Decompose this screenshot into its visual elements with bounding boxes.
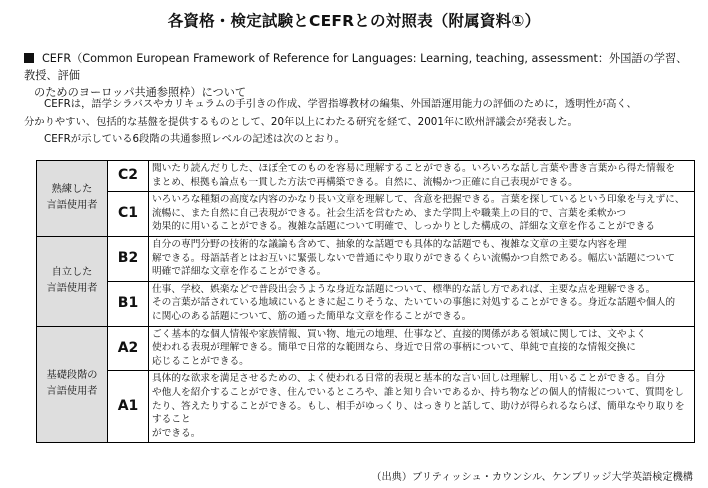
group-label-line: 自立した xyxy=(51,267,93,279)
table-row xyxy=(37,192,695,237)
description-line: 聞いたり読んだりした、ほぼ全てのものを容易に理解することができる。いろいろな話し言葉や書き言葉から得た情報を xyxy=(152,163,676,174)
group-label-cell xyxy=(37,161,108,237)
description-line: 仕事、学校、娯楽などで普段出会うような身近な話題について、標準的な話し方であれば、主要な点を理解できる。 xyxy=(152,283,656,295)
group-label-line: 言語使用者 xyxy=(46,283,98,295)
page-title: 各資格・検定試験とCEFRとの対照表（附属資料①） xyxy=(167,12,541,30)
description-line: 明確で詳細な文章を作ることができる。 xyxy=(152,266,327,278)
table-row xyxy=(37,371,695,443)
group-label-line: 基礎段階の xyxy=(46,370,98,382)
intro-p1-line1: CEFRは，語学シラバスやカリキュラムの手引きの作成、学習指導教材の編集、外国語運用能力の評価のために，透明性が高く、 xyxy=(44,98,637,110)
description-line: 効果的に用いることができる。複雑な話題について明確で、しっかりとした構成の、詳細な文章を作ることができる xyxy=(152,221,655,233)
section-heading xyxy=(24,50,694,101)
intro-p2: CEFRが示している6段階の共通参照レベルの記述は次のとおり。 xyxy=(44,133,346,145)
description-line: 流暢に、また自然に自己表現ができる。社会生活を営むため、また学問上や職業上の目的で、言葉を柔軟かつ xyxy=(152,207,627,219)
table-row xyxy=(37,236,695,281)
description-line: 解できる。母語話者とはお互いに緊張しないで普通にやり取りができるくらい流暢かつ自然である。幅広い話題について xyxy=(152,252,675,264)
intro-p1-line2: 分かりやすい、包括的な基盤を提供するものとして、20年以上にわたる研究を経て、2001年に欧州評議会が発表した。 xyxy=(24,115,578,128)
group-label-line: 言語使用者 xyxy=(46,386,98,398)
group-label-cell xyxy=(37,236,108,326)
table-row xyxy=(37,326,695,371)
group-label-line: 言語使用者 xyxy=(46,200,98,212)
intro-text xyxy=(24,96,696,149)
level-code-cell: C1 xyxy=(108,192,149,237)
description-line: 自分の専門分野の技術的な議論も含めて、抽象的な話題でも具体的な話題でも、複雑な文章の主要な内容を理 xyxy=(152,238,627,250)
group-label-line: 熟練した xyxy=(51,184,93,196)
level-code-cell: A1 xyxy=(108,371,149,443)
description-line: に関心のある話題について、筋の通った簡単な文章を作ることができる。 xyxy=(152,310,472,322)
level-code-cell: B2 xyxy=(108,236,149,281)
level-code-cell: A2 xyxy=(108,326,149,371)
description-line: や他人を紹介することができ、住んでいるところや、誰と知り合いであるか、持ち物などの個人的情報について、質問をし xyxy=(152,386,684,398)
description-line: 具体的な欲求を満足させるための、よく使われる日常的表現と基本的な言い回しは理解し、用いることができる。自分 xyxy=(152,373,666,385)
level-code-cell: C2 xyxy=(108,161,149,192)
level-description-cell xyxy=(149,161,695,192)
description-line: いろいろな種類の高度な内容のかなり長い文章を理解して、含意を把握できる。言葉を探しているという印象を与えずに、 xyxy=(152,194,685,206)
section-heading-line1: CEFR（Common European Framework of Reference for Languages: Learning, teaching, assessment：外国語の学習、教授、評価 xyxy=(24,52,688,82)
section-heading-line2: のためのヨーロッパ共通参照枠）について xyxy=(34,86,247,99)
description-line: その言葉が話されている地域にいるときに起こりそうな、たいていの事態に対処することができる。身近な話題や個人的 xyxy=(152,297,676,309)
description-line: まとめ、根拠も論点も一貫した方法で再構築できる。自然に、流暢かつ正確に自己表現ができる。 xyxy=(152,176,578,188)
level-code-cell: B1 xyxy=(108,281,149,326)
description-line: ができる。 xyxy=(152,427,201,439)
table-row xyxy=(37,281,695,326)
source-note: （出典）ブリティッシュ・カウンシル、ケンブリッジ大学英語検定機構 xyxy=(371,472,693,483)
group-label-cell xyxy=(37,326,108,443)
level-description-cell xyxy=(149,236,695,281)
level-description-cell xyxy=(149,371,695,443)
description-line: 応じることができる。 xyxy=(152,355,249,367)
level-description-cell xyxy=(149,326,695,371)
table-row xyxy=(37,161,695,192)
description-line: 使われる表現が理解できる。簡単で日常的な範囲なら、身近で日常の事柄について、単純で直接的な情報交換に xyxy=(152,342,636,354)
level-description-cell xyxy=(149,192,695,237)
description-line: ごく基本的な個人情報や家族情報、買い物、地元の地理、仕事など、直接的関係がある領域に関しては、文やよく xyxy=(152,328,647,340)
square-bullet-icon xyxy=(24,53,34,63)
cefr-levels-table xyxy=(36,160,695,443)
description-line: たり、答えたりすることができる。もし、相手がゆっくり、はっきりと話して、助けが得られるならば、簡単なやり取りをすること xyxy=(152,400,685,426)
level-description-cell xyxy=(149,281,695,326)
